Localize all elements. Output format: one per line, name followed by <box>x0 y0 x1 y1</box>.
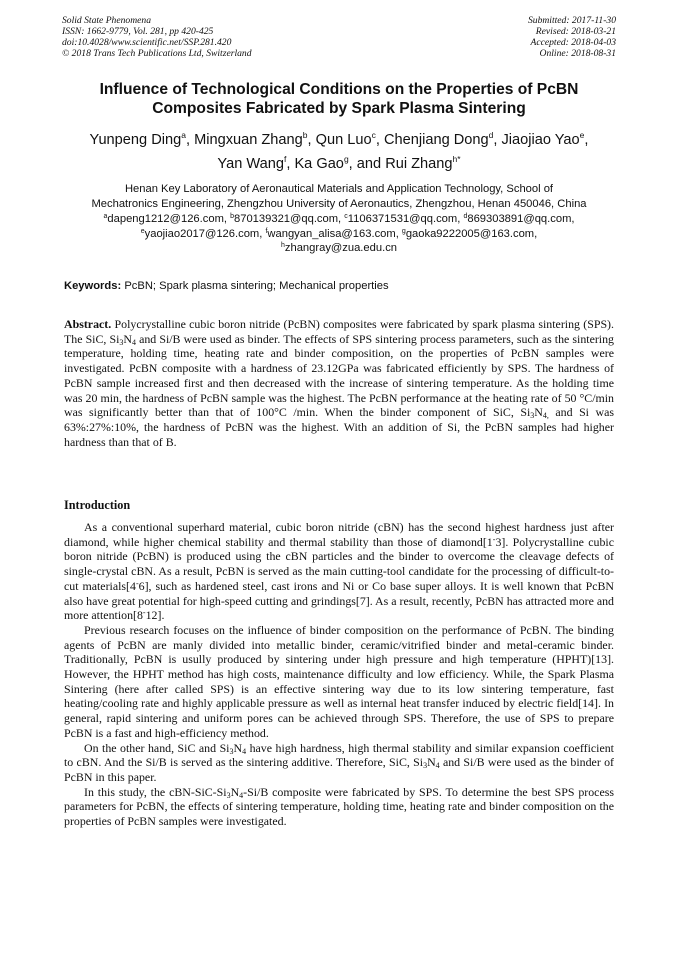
author-sup: g <box>343 154 349 164</box>
header-right <box>528 15 616 59</box>
keywords-label: Keywords: <box>64 280 122 292</box>
author-name: Qun Luo <box>315 132 372 148</box>
affiliation-line-2: Mechatronics Engineering, Zhengzhou University of Aeronautics, Zhengzhou, Henan 450046, China <box>91 197 587 210</box>
email-c[interactable]: 1106371531@qq.com, <box>347 213 461 225</box>
revised-date: Revised: 2018-03-21 <box>535 26 616 37</box>
author-name: Rui Zhang <box>385 156 453 172</box>
author-sup: h* <box>452 154 461 164</box>
email-f[interactable]: wangyan_alisa@163.com, <box>267 227 399 240</box>
author-list <box>40 128 638 176</box>
email-h[interactable]: zhangray@zua.edu.cn <box>284 242 398 254</box>
intro-paragraph-3: On the other hand, SiC and $Si_3N_4$ have high hardness, high thermal stability and similar expansion coefficient to cBN. And the Si/B is served as the sintering additive. Therefore, SiC, $Si_3N_4$ and Si/B were used as the binder of PcBN in this paper. <box>64 740 614 784</box>
keywords-text: PcBN; Spark plasma sintering; Mechanical properties <box>124 280 389 292</box>
email-e[interactable]: yaojiao2017@126.com, <box>144 227 263 240</box>
email-g[interactable]: gaoka9222005@163.com, <box>405 227 538 240</box>
author-sup: d <box>488 130 494 140</box>
abstract-text-3: and Si was 63%:27%:10%, the hardness of PcBN was the highest. With an addition of Si, the PcBN samples had higher hardness than that of B. <box>64 405 614 449</box>
author-name: Yan Wang <box>217 156 284 172</box>
author-name: Yunpeng Ding <box>89 132 182 148</box>
author-sup: f <box>283 154 287 164</box>
doi-line: doi:10.4028/www.scientific.net/SSP.281.420 <box>62 37 232 48</box>
author-line-2: Yan Wang$^f$, Ka Gao$^g$, and Rui Zhang$^{h*}$ <box>217 154 461 172</box>
online-date: Online: 2018-08-31 <box>539 48 616 59</box>
author-sup: e <box>579 130 585 140</box>
paper-title <box>40 80 638 118</box>
affiliation <box>40 182 638 211</box>
issn-line: ISSN: 1662-9779, Vol. 281, pp 420-425 <box>62 26 214 37</box>
email-list <box>40 212 638 256</box>
copyright-line: © 2018 Trans Tech Publications Ltd, Switzerland <box>62 48 252 59</box>
abstract-text-2: and Si/B were used as binder. The effects of SPS sintering process parameters, such as the sintering temperature, holding time, heating rate and binder composition, on the properties of PcBN samples were investigated. PcBN composite with a hardness of 23.12GPa was fabricated efficiently by SPS. The hardness of PcBN sample increased first and then decreased with the increase of sintering temperature. As the holding time was 20 min, the hardness of PcBN sample was the highest. The PcBN performance at the heating rate of 50 °C/min was significantly better than that of 100°C /min. When the binder component of SiC, Si <box>64 331 615 420</box>
author-line-1: Yunpeng Ding$^a$, Mingxuan Zhang$^b$, Qun Luo$^c$, Chenjiang Dong$^d$, Jiaojiao Yao$^e$, <box>89 130 589 148</box>
header-left <box>62 15 252 59</box>
email-b[interactable]: 870139321@qq.com, <box>234 213 342 225</box>
abstract: Abstract. Polycrystalline cubic boron nitride (PcBN) composites were fabricated by spark plasma sintering (SPS). The SiC, $Si_3N_4$ and Si/B were used as binder. The effects of SPS sintering process parameters, such as the sintering temperature, holding time, heating rate and binder composition, on the properties of PcBN samples were investigated. PcBN composite with a hardness of 23.12GPa was fabricated efficiently by SPS. The hardness of PcBN sample increased first and then decreased with the increase of sintering temperature. As the holding time was 20 min, the hardness of PcBN sample was the highest. The PcBN performance at the heating rate of 50 °C/min was significantly better than that of 100°C /min. When the binder component of SiC, $Si_3N_{4,}$ and Si was 63%:27%:10%, the hardness of PcBN was the highest. With an addition of Si, the PcBN samples had higher hardness than that of B. <box>64 317 615 449</box>
author-sup: c <box>371 130 376 140</box>
author-name: Ka Gao <box>294 156 344 172</box>
author-sup: b <box>302 130 308 140</box>
email-line-3: $^h$zhangray@zua.edu.cn <box>280 242 398 254</box>
abstract-text-1: Polycrystalline cubic boron nitride (PcBN) composites were fabricated by spark plasma sintering (SPS). The SiC, Si <box>64 317 614 346</box>
section-heading-introduction: Introduction <box>64 498 131 512</box>
journal-name: Solid State Phenomena <box>62 15 151 26</box>
email-d[interactable]: 869303891@qq.com, <box>467 213 575 225</box>
submitted-date: Submitted: 2017-11-30 <box>527 15 616 26</box>
abstract-label: Abstract. <box>64 317 112 331</box>
author-name: Jiaojiao Yao <box>501 132 580 148</box>
introduction-body <box>64 520 614 829</box>
author-name: Mingxuan Zhang <box>194 132 303 148</box>
email-a[interactable]: dapeng1212@126.com, <box>107 213 227 225</box>
accepted-date: Accepted: 2018-04-03 <box>530 37 616 48</box>
affiliation-line-1: Henan Key Laboratory of Aeronautical Materials and Application Technology, School of <box>124 183 554 195</box>
intro-paragraph-1: As a conventional superhard material, cubic boron nitride (cBN) has the second highest hardness just after diamond, while higher chemical stability and thermal stability than those of diamond[1-3]. Polycrystalline cubic boron nitride (PcBN) is produced using the cBN particles and the binder to overcome the cleavage defects of single-crystal cBN. As a result, PcBN is served as the main cutting-tool candidate for the processing of difficult-to-cut materials[4-6], such as hardened steel, cast irons and Ni or Co base super alloys. It is well known that PcBN also have great potential for high-speed cutting and grindings[7]. As a result, recently, PcBN has attracted more and more attention[8-12]. <box>64 520 615 623</box>
intro-paragraph-2: Previous research focuses on the influence of binder composition on the performance of PcBN. The binding agents of PcBN are manly divided into metallic binder, ceramic/vitrified binder and metal-ceramic binder. Traditionally, PcBN is usully produced by sintering under high pressure and high temperature (HPHT)[13]. However, the HPHT method has high costs, maintenance difficulty and low efficiency. While, the Spark Plasma Sintering (here after called SPS) is an effective sintering way due to its low sintering temperature, fast heating/cooling rate and highly applicable pressure as well as internal heat transfer induced by electric field[14]. In general, rapid sintering and uniform pores can be achieved through SPS. Therefore, the use of SPS to prepare PcBN is a fast and high-efficiency method. <box>64 622 614 740</box>
keywords <box>64 280 614 292</box>
title-line-1: Influence of Technological Conditions on the Properties of PcBN <box>99 81 579 98</box>
email-line-2: $^e$yaojiao2017@126.com, $^f$wangyan_alisa@163.com, $^g$gaoka9222005@163.com, <box>140 227 538 240</box>
email-line-1: $^a$dapeng1212@126.com, $^b$870139321@qq.com, $^c$1106371531@qq.com, $^d$869303891@qq.com, <box>103 213 575 225</box>
author-sup: a <box>181 130 186 140</box>
intro-paragraph-4: In this study, the cBN-$SiC-Si_3N_4-Si/B$ composite were fabricated by SPS. To determine the best SPS process parameters for PcBN, the effects of sintering temperature, holding time, heating rate and binder composition on the properties of PcBN samples were investigated. <box>64 784 614 829</box>
author-name: Chenjiang Dong <box>383 132 489 148</box>
title-line-2: Composites Fabricated by Spark Plasma Sintering <box>152 100 526 117</box>
